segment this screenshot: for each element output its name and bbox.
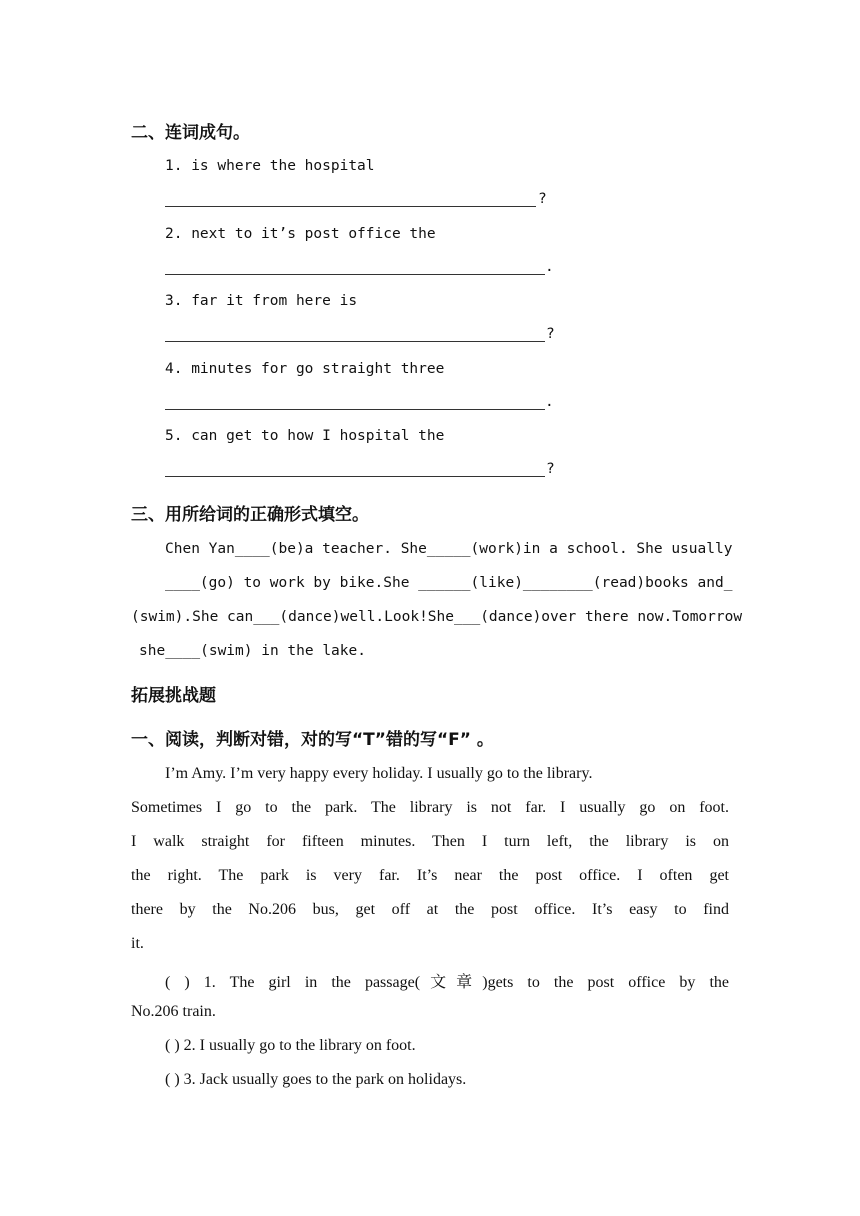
section-title: 三、用所给词的正确形式填空。 [131,505,369,525]
question-prompt: 2. next to it’s post office the [165,226,436,242]
question-prompt: 5. can get to how I hospital the [165,428,445,444]
passage-line: I’m Amy. I’m very happy every holiday. I usually go to the library. [165,765,593,782]
answer-line[interactable] [165,476,545,477]
answer-line[interactable] [165,206,536,207]
answer-end-mark: . [545,394,554,410]
true-false-question: ( ) 2. I usually go to the library on foot. [165,1037,416,1054]
answer-line[interactable] [165,274,545,275]
question-prompt: 4. minutes for go straight three [165,361,445,377]
answer-end-mark: . [545,259,554,275]
fill-blank-line: (swim).She can___(dance)well.Look!She___(dance)over there now.Tomorrow [131,609,743,625]
extension-title: 拓展挑战题 [131,686,216,706]
passage-line: there by the No.206 bus, get off at the post office. It’s easy to find [131,901,729,918]
answer-line[interactable] [165,341,545,342]
answer-end-mark: ? [546,461,555,477]
fill-blank-line: ____(go) to work by bike.She ______(like)________(read)books and_ [165,575,733,591]
passage-line: I walk straight for fifteen minutes. Then I turn left, the library is on [131,833,729,850]
answer-end-mark: ? [538,191,547,207]
question-prompt: 3. far it from here is [165,293,358,309]
true-false-question: ( ) 1. The girl in the passage(文章)gets to the post office by the [165,974,729,991]
passage-line: the right. The park is very far. It’s near the post office. I often get [131,867,729,884]
fill-blank-line: Chen Yan____(be)a teacher. She_____(work)in a school. She usually [165,541,733,557]
true-false-question: No.206 train. [131,1003,216,1020]
section-title: 二、连词成句。 [131,123,250,143]
answer-line[interactable] [165,409,545,410]
question-prompt: 1. is where the hospital [165,158,375,174]
true-false-question: ( ) 3. Jack usually goes to the park on holidays. [165,1071,467,1088]
fill-blank-line: she____(swim) in the lake. [139,643,366,659]
passage-line: it. [131,935,144,952]
section-title: 一、阅读，判断对错，对的写“T”错的写“F” 。 [131,730,494,750]
answer-end-mark: ? [546,326,555,342]
passage-line: Sometimes I go to the park. The library is not far. I usually go on foot. [131,799,729,816]
